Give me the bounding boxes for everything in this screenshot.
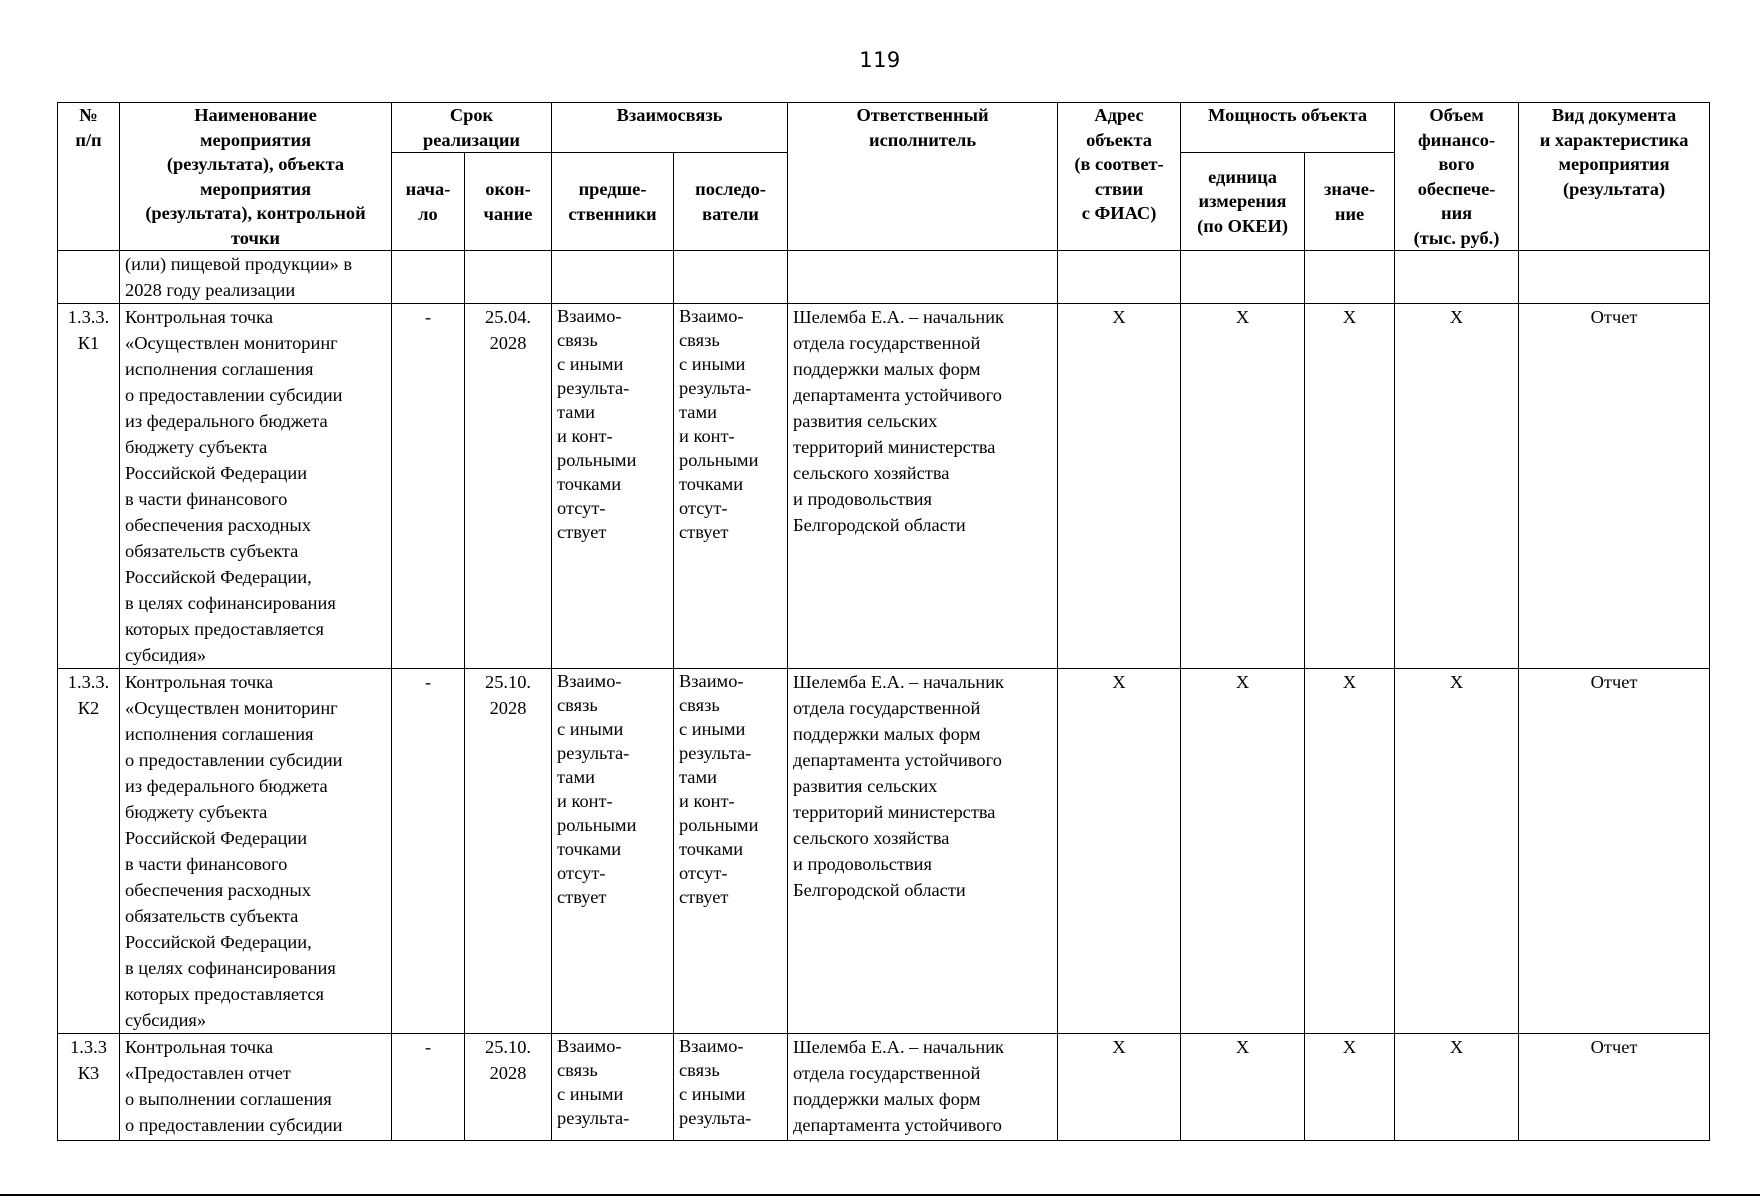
- header-predecessors: предше- ственники: [552, 153, 674, 251]
- cell-responsible: Шелемба Е.А. – начальник отдела государственной поддержки малых форм департамента устойчивого развития сельских территорий министерства сельского хозяйства и продовольствия Белгородской области: [788, 669, 1058, 1034]
- cell-responsible: Шелемба Е.А. – начальник отдела государственной поддержки малых форм департамента устойчивого развития сельских территорий министерства сельского хозяйства и продовольствия Белгородской области: [788, 304, 1058, 669]
- cell-unit: [1181, 251, 1305, 304]
- cell-num: 1.3.3. К2: [58, 669, 120, 1034]
- page-number: 119: [859, 48, 901, 72]
- header-responsible: Ответственный исполнитель: [788, 103, 1058, 251]
- cell-num: 1.3.3. К1: [58, 304, 120, 669]
- cell-start: -: [392, 1034, 465, 1141]
- cell-address: X: [1058, 1034, 1181, 1141]
- cell-end: 25.10. 2028: [465, 1034, 552, 1141]
- cell-name: Контрольная точка «Осуществлен мониторинг исполнения соглашения о предоставлении субсидии из федерального бюджета бюджету субъекта Российской Федерации в части финансового обеспечения расходных обязательств субъекта Российской Федерации, в целях софинансирования которых предоставляется субсидия»: [120, 304, 392, 669]
- header-relation: Взаимосвязь: [552, 103, 788, 153]
- plan-table: [57, 102, 1710, 1141]
- header-funding: Объем финансо- вого обеспече- ния (тыс. руб.): [1395, 103, 1519, 251]
- header-name: Наименование мероприятия (результата), объекта мероприятия (результата), контрольной точки: [120, 103, 392, 251]
- cell-successors: Взаимо- связь с иными результа-: [674, 1034, 788, 1141]
- header-address: Адрес объекта (в соответ- ствии с ФИАС): [1058, 103, 1181, 251]
- cell-address: X: [1058, 669, 1181, 1034]
- header-doc-type: Вид документа и характеристика мероприятия (результата): [1519, 103, 1710, 251]
- cell-funding: [1395, 251, 1519, 304]
- cell-successors: Взаимо- связь с иными результа- тами и конт- рольными точками отсут- ствует: [674, 304, 788, 669]
- cell-value: X: [1305, 304, 1395, 669]
- header-unit: единица измерения (по ОКЕИ): [1181, 153, 1305, 251]
- cell-unit: X: [1181, 1034, 1305, 1141]
- cell-address: X: [1058, 304, 1181, 669]
- cell-doc-type: Отчет: [1519, 669, 1710, 1034]
- header-num: № п/п: [58, 103, 120, 251]
- cell-end: [465, 251, 552, 304]
- header-period: Срок реализации: [392, 103, 552, 153]
- cell-unit: X: [1181, 669, 1305, 1034]
- cell-address: [1058, 251, 1181, 304]
- cell-responsible: Шелемба Е.А. – начальник отдела государственной поддержки малых форм департамента устойчивого: [788, 1034, 1058, 1141]
- cell-successors: Взаимо- связь с иными результа- тами и конт- рольными точками отсут- ствует: [674, 669, 788, 1034]
- cell-name: (или) пищевой продукции» в 2028 году реализации: [120, 251, 392, 304]
- header-period-start: нача- ло: [392, 153, 465, 251]
- cell-value: X: [1305, 669, 1395, 1034]
- header-period-end: окон- чание: [465, 153, 552, 251]
- header-capacity: Мощность объекта: [1181, 103, 1395, 153]
- cell-start: -: [392, 669, 465, 1034]
- cell-unit: X: [1181, 304, 1305, 669]
- header-value: значе- ние: [1305, 153, 1395, 251]
- cell-funding: X: [1395, 1034, 1519, 1141]
- cell-doc-type: Отчет: [1519, 304, 1710, 669]
- cell-start: [392, 251, 465, 304]
- cell-funding: X: [1395, 669, 1519, 1034]
- cell-name: Контрольная точка «Предоставлен отчет о выполнении соглашения о предоставлении субсидии: [120, 1034, 392, 1141]
- cell-successors: [674, 251, 788, 304]
- cell-funding: X: [1395, 304, 1519, 669]
- cell-start: -: [392, 304, 465, 669]
- cell-value: X: [1305, 1034, 1395, 1141]
- footer-rule: [0, 1194, 1760, 1196]
- cell-doc-type: [1519, 251, 1710, 304]
- table-row: [58, 669, 1710, 1034]
- cell-name: Контрольная точка «Осуществлен мониторинг исполнения соглашения о предоставлении субсидии из федерального бюджета бюджету субъекта Российской Федерации в части финансового обеспечения расходных обязательств субъекта Российской Федерации, в целях софинансирования которых предоставляется субсидия»: [120, 669, 392, 1034]
- cell-predecessors: [552, 251, 674, 304]
- cell-value: [1305, 251, 1395, 304]
- header-successors: последо- ватели: [674, 153, 788, 251]
- cell-num: [58, 251, 120, 304]
- table-row: [58, 1034, 1710, 1141]
- table-row-continuation: [58, 251, 1710, 304]
- table-row: [58, 304, 1710, 669]
- cell-predecessors: Взаимо- связь с иными результа- тами и конт- рольными точками отсут- ствует: [552, 304, 674, 669]
- cell-end: 25.04. 2028: [465, 304, 552, 669]
- cell-predecessors: Взаимо- связь с иными результа-: [552, 1034, 674, 1141]
- cell-num: 1.3.3 К3: [58, 1034, 120, 1141]
- cell-predecessors: Взаимо- связь с иными результа- тами и конт- рольными точками отсут- ствует: [552, 669, 674, 1034]
- cell-doc-type: Отчет: [1519, 1034, 1710, 1141]
- cell-end: 25.10. 2028: [465, 669, 552, 1034]
- cell-responsible: [788, 251, 1058, 304]
